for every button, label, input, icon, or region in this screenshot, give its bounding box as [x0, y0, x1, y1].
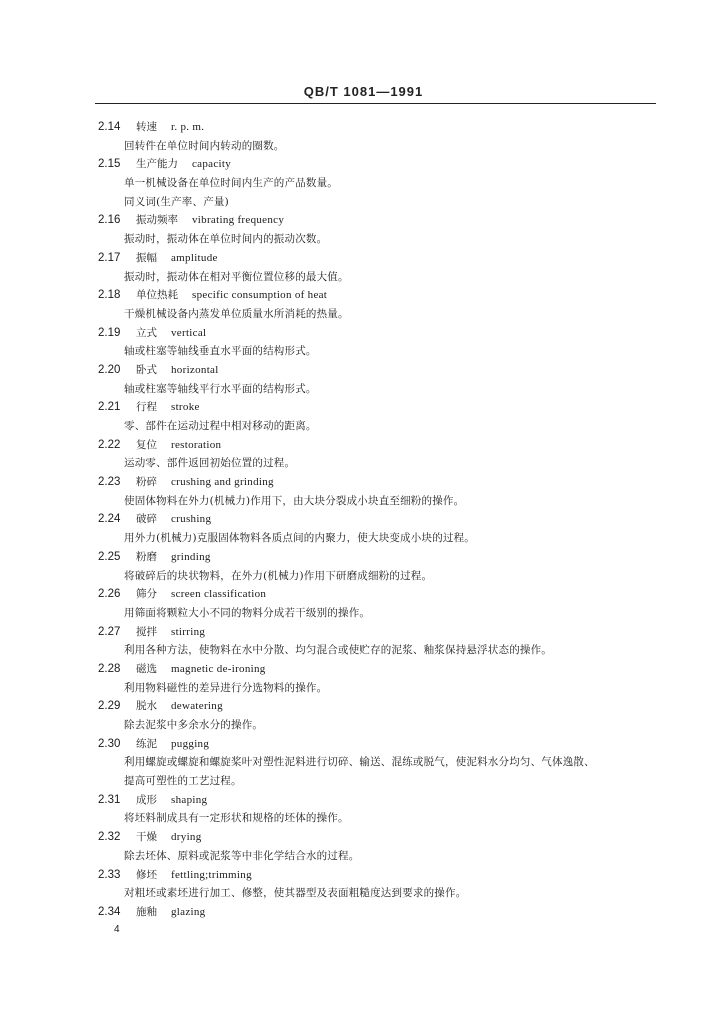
term-entry — [0, 660, 727, 697]
term-line — [0, 473, 727, 492]
term-english: capacity — [192, 158, 232, 171]
term-english: stroke — [171, 401, 200, 414]
term-entry — [0, 155, 727, 211]
term-line — [0, 398, 727, 417]
term-chinese: 干燥 — [136, 831, 157, 844]
term-definition: 除去泥浆中多余水分的操作。 — [124, 719, 264, 731]
term-number: 2.14 — [98, 121, 121, 133]
term-chinese: 粉碎 — [136, 476, 157, 489]
term-number: 2.15 — [98, 158, 121, 171]
term-line — [0, 903, 727, 922]
term-english: crushing — [171, 513, 212, 526]
term-chinese: 练泥 — [136, 737, 157, 750]
term-number: 2.28 — [98, 662, 121, 675]
term-entry — [0, 436, 727, 473]
term-chinese: 搅拌 — [136, 625, 157, 638]
document-header: QB/T 1081—1991 — [303, 84, 424, 99]
term-entry — [0, 510, 727, 547]
term-chinese: 转速 — [136, 121, 157, 133]
term-entry — [0, 866, 727, 903]
term-entry — [0, 735, 727, 791]
term-definition: 提高可塑性的工艺过程。 — [124, 775, 242, 788]
term-definition: 零、部件在运动过程中相对移动的距离。 — [124, 420, 317, 432]
term-line — [0, 118, 727, 137]
term-definition: 干燥机械设备内蒸发单位质量水所消耗的热量。 — [124, 307, 349, 320]
header-rule — [95, 103, 656, 104]
term-english: r. p. m. — [171, 121, 205, 133]
term-definition: 除去坯体、原料或泥浆等中非化学结合水的过程。 — [124, 849, 360, 862]
term-chinese: 复位 — [136, 438, 157, 451]
term-number: 2.20 — [98, 363, 121, 376]
term-english: pugging — [171, 737, 210, 750]
term-number: 2.33 — [98, 868, 121, 881]
term-entry — [0, 473, 727, 510]
term-entry — [0, 697, 727, 734]
term-number: 2.30 — [98, 737, 121, 750]
term-chinese: 施釉 — [136, 905, 157, 918]
term-number: 2.18 — [98, 289, 121, 302]
term-entry — [0, 286, 727, 323]
term-line — [0, 286, 727, 305]
term-number: 2.23 — [98, 476, 121, 489]
page-number: 4 — [114, 924, 120, 935]
term-definition: 利用各种方法，使物料在水中分散、均匀混合或使贮存的泥浆、釉浆保持悬浮状态的操作。 — [124, 644, 552, 657]
term-line — [0, 660, 727, 679]
term-definition: 振动时，振动体在相对平衡位置位移的最大值。 — [124, 270, 349, 283]
term-number: 2.25 — [98, 550, 121, 563]
term-definition: 对粗坯或素坯进行加工、修整，使其器型及表面粗糙度达到要求的操作。 — [124, 887, 467, 900]
term-definition: 运动零、部件返回初始位置的过程。 — [124, 457, 296, 470]
term-number: 2.26 — [98, 588, 121, 601]
term-number: 2.34 — [98, 905, 121, 918]
term-definition: 用外力(机械力)克服固体物料各质点间的内聚力，使大块变成小块的过程。 — [124, 532, 475, 545]
term-english: restoration — [171, 438, 222, 451]
term-definition: 同义词(生产率、产量) — [124, 195, 229, 208]
term-line — [0, 791, 727, 810]
term-line — [0, 249, 727, 268]
term-number: 2.22 — [98, 438, 121, 451]
term-chinese: 单位热耗 — [136, 289, 178, 302]
term-english: fettling;trimming — [171, 868, 252, 881]
term-english: vibrating frequency — [192, 214, 285, 227]
term-chinese: 行程 — [136, 401, 157, 414]
term-definition: 将坯料制成具有一定形状和规格的坯体的操作。 — [124, 812, 349, 825]
term-english: grinding — [171, 550, 211, 563]
term-line — [0, 155, 727, 174]
term-number: 2.16 — [98, 214, 121, 227]
term-number: 2.27 — [98, 625, 121, 638]
term-line — [0, 510, 727, 529]
term-definition: 用筛面将颗粒大小不同的物料分成若干级别的操作。 — [124, 606, 371, 619]
term-number: 2.32 — [98, 831, 121, 844]
term-entry — [0, 118, 727, 155]
term-line — [0, 436, 727, 455]
term-chinese: 筛分 — [136, 588, 157, 601]
term-entry — [0, 249, 727, 286]
term-definition: 轴或柱塞等轴线垂直水平面的结构形式。 — [124, 345, 317, 358]
term-english: screen classification — [171, 588, 267, 601]
term-line — [0, 585, 727, 604]
term-number: 2.24 — [98, 513, 121, 526]
term-chinese: 振幅 — [136, 251, 157, 264]
term-chinese: 振动频率 — [136, 214, 178, 227]
term-line — [0, 361, 727, 380]
term-english: shaping — [171, 793, 208, 806]
term-english: drying — [171, 831, 202, 844]
term-chinese: 脱水 — [136, 700, 157, 713]
term-number: 2.19 — [98, 326, 121, 339]
term-line — [0, 697, 727, 716]
term-chinese: 破碎 — [136, 513, 157, 526]
term-definition: 利用物料磁性的差异进行分选物料的操作。 — [124, 681, 328, 694]
term-line — [0, 324, 727, 343]
term-chinese: 生产能力 — [136, 158, 178, 171]
term-entry — [0, 548, 727, 585]
term-entry — [0, 791, 727, 828]
term-chinese: 卧式 — [136, 363, 157, 376]
term-definition: 回转件在单位时间内转动的圈数。 — [124, 139, 285, 152]
term-english: magnetic de-ironing — [171, 662, 266, 675]
term-line — [0, 623, 727, 642]
term-english: crushing and grinding — [171, 476, 274, 489]
term-chinese: 粉磨 — [136, 550, 157, 563]
term-line — [0, 866, 727, 885]
term-english: stirring — [171, 625, 206, 638]
term-definition: 将破碎后的块状物料，在外力(机械力)作用下研磨成细粉的过程。 — [124, 569, 433, 582]
term-number: 2.29 — [98, 700, 121, 713]
term-definition: 轴或柱塞等轴线平行水平面的结构形式。 — [124, 382, 317, 395]
term-english: specific consumption of heat — [192, 289, 328, 302]
term-number: 2.31 — [98, 793, 121, 806]
term-line — [0, 548, 727, 567]
term-number: 2.21 — [98, 401, 121, 414]
term-entry — [0, 398, 727, 435]
term-number: 2.17 — [98, 251, 121, 264]
term-definition: 使固体物料在外力(机械力)作用下，由大块分裂成小块直至细粉的操作。 — [124, 494, 465, 507]
term-english: glazing — [171, 905, 206, 918]
term-english: amplitude — [171, 251, 218, 264]
term-entry — [0, 623, 727, 660]
term-entry — [0, 361, 727, 398]
term-chinese: 磁选 — [136, 662, 157, 675]
term-english: dewatering — [171, 700, 223, 713]
term-entry — [0, 828, 727, 865]
term-chinese: 成形 — [136, 793, 157, 806]
term-line — [0, 828, 727, 847]
term-definition: 利用螺旋或螺旋和螺旋桨叶对塑性泥料进行切碎、输送、混练或脱气，使泥料水分均匀、气体逸散、 — [124, 756, 595, 769]
term-line — [0, 211, 727, 230]
term-entry — [0, 211, 727, 248]
term-definition: 振动时，振动体在单位时间内的振动次数。 — [124, 233, 328, 246]
term-english: vertical — [171, 326, 207, 339]
term-line — [0, 735, 727, 754]
term-chinese: 立式 — [136, 326, 157, 339]
term-list — [0, 118, 727, 922]
term-entry — [0, 585, 727, 622]
term-chinese: 修坯 — [136, 868, 157, 881]
term-entry — [0, 324, 727, 361]
term-english: horizontal — [171, 363, 219, 376]
term-definition: 单一机械设备在单位时间内生产的产品数量。 — [124, 177, 338, 190]
term-entry — [0, 903, 727, 922]
